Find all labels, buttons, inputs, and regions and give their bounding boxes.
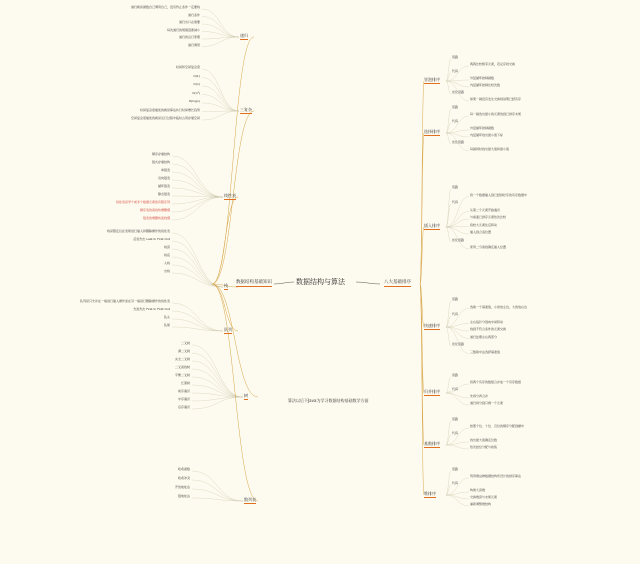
branch-left-title: 数据结构基础知识	[236, 280, 272, 285]
group-insertion-item: 使用二分查找确定插入位置	[470, 245, 507, 249]
group-stack-title: 栈	[224, 283, 228, 288]
link-line	[202, 95, 239, 112]
link-line	[446, 393, 469, 405]
link-line	[192, 377, 243, 397]
group-insertion-item: 将较大元素往后移动	[470, 222, 498, 227]
group-intro-item: 递归出口必须要	[178, 20, 200, 24]
group-quick-item: 选取一个基准值，小的放左边，大的放右边	[470, 304, 528, 309]
group-linear-title: 线性表	[224, 193, 236, 198]
group-insertion-item: 从第二个元素开始遍历	[470, 207, 501, 212]
group-quick-item: 三数取中法选择基准值	[470, 349, 501, 354]
group-insertion-item: 优化思路	[452, 237, 465, 242]
group-linear-item: 顺序存储结构	[151, 152, 170, 156]
link-line	[446, 327, 469, 339]
group-intro-item: 每次递归的规模逐渐减小	[166, 27, 200, 32]
link-line	[172, 327, 223, 331]
group-heap-item: 重新调整堆结构	[470, 502, 492, 506]
group-linear-item: 循环链表	[157, 184, 170, 188]
group-stack-item: 栈顶	[163, 245, 170, 249]
group-linear-item: 静态链表	[157, 192, 170, 196]
link-line	[446, 393, 469, 398]
link-line	[172, 303, 223, 331]
group-tree-item: 完全二叉树	[174, 357, 190, 361]
link-line	[192, 353, 243, 397]
group-merge-item: 思路	[452, 373, 459, 377]
group-merge-item: 代码	[452, 387, 459, 391]
group-tree-item: 前序遍历	[177, 389, 190, 393]
group-quick-item: 思路	[452, 297, 459, 301]
link-line	[446, 316, 451, 327]
link-line	[202, 17, 239, 38]
link-line	[446, 485, 451, 495]
link-line	[446, 227, 469, 228]
group-selection-title: 选择排序	[424, 129, 440, 134]
link-line	[212, 197, 238, 284]
group-merge-title: 归并排序	[424, 389, 440, 394]
group-tree-item: 中序遍历	[177, 397, 190, 401]
group-tree-item: 二叉查找树	[174, 365, 190, 369]
link-line	[446, 495, 469, 506]
group-radix-title: 基数排序	[424, 441, 440, 446]
group-quick-item: 左右指针分别向中间移动	[470, 319, 504, 324]
group-complexity-item: 空间复杂度描述的就是运行过程中临时占用存储空间	[130, 116, 200, 120]
link-line	[420, 284, 424, 393]
link-line	[172, 180, 223, 197]
link-line	[172, 196, 223, 197]
link-line	[446, 377, 451, 393]
group-bubble-item: 代码	[452, 69, 459, 73]
group-radix-item: 按照个位、十位、百位的顺序分配到桶中	[470, 424, 525, 428]
link-line	[172, 188, 223, 197]
group-radix-item: 思路	[452, 417, 459, 421]
link-line	[446, 435, 451, 445]
link-line	[172, 197, 223, 212]
group-quick-item: 递归处理左右两部分	[470, 334, 498, 339]
group-tree-item: 平衡二叉树	[174, 373, 190, 377]
link-line	[446, 80, 469, 81]
link-line	[202, 9, 239, 37]
group-quick-item: 找到不符合条件的元素交换	[470, 327, 507, 331]
group-tree-item: 二叉树	[180, 341, 190, 345]
group-linear-item: 链式存储结构	[151, 160, 170, 164]
group-complexity-item: 时间复杂度描述的就是算法执行时间增长趋势	[139, 107, 200, 112]
group-queue-item: 先进先出 First In First Out	[133, 307, 170, 311]
link-line	[192, 397, 243, 409]
group-complexity-item: 时间和空间复杂度	[175, 65, 200, 69]
link-line	[172, 249, 223, 287]
link-line	[446, 59, 451, 81]
link-line	[446, 123, 451, 133]
group-heap-item: 构建大顶堆	[470, 488, 486, 492]
group-linear-item: 单链表	[160, 168, 170, 172]
link-line	[446, 81, 451, 94]
link-line	[202, 103, 239, 111]
link-line	[192, 361, 243, 397]
group-stack-item: 后进先出 Last In First Out	[133, 237, 170, 241]
group-merge-item: 将两个有序的数组合并成一个有序数组	[470, 380, 522, 384]
group-heap-item: 交换堆顶与末尾元素	[470, 495, 498, 499]
link-line	[446, 421, 451, 445]
link-line	[446, 327, 451, 346]
group-radix-item: 找出最大值确定位数	[470, 438, 498, 442]
root-title: 数据结构与算法	[296, 278, 345, 286]
group-selection-item: 内层循环找出最小值下标	[470, 133, 504, 137]
group-selection-item: 每趟同时找出最大值和最小值	[470, 147, 510, 151]
group-linear-item: 线性表是零个或多个数据元素的有限序列	[115, 200, 170, 204]
link-line	[446, 130, 469, 133]
link-line	[446, 442, 469, 445]
link-line	[202, 37, 239, 47]
group-intro-item: 递归的运行原理	[178, 35, 200, 39]
group-heap-item: 思路	[452, 467, 459, 471]
group-queue-item: 队尾	[163, 323, 170, 327]
group-complexity-item: O(1)	[193, 73, 200, 78]
link-line	[274, 282, 294, 284]
link-line	[192, 393, 243, 397]
link-line	[446, 133, 469, 137]
group-radix-item: 依次按位分配与收集	[470, 445, 498, 449]
link-line	[172, 273, 223, 287]
group-bubble-item: 外层循环控制趟数	[470, 76, 495, 80]
group-bubble-item: 两两比较相邻元素，若反序则交换	[470, 62, 516, 66]
group-bubble-title: 冒泡排序	[424, 77, 440, 82]
link-line	[192, 489, 243, 501]
group-insertion-item: 与前面已排序元素依次比较	[470, 215, 507, 219]
group-stack-item: 出栈	[163, 269, 170, 273]
footer-note: 算法以后不Java为学习数据结构基础数学方面	[288, 398, 369, 403]
link-line	[446, 133, 451, 144]
link-line	[446, 227, 451, 242]
link-line	[446, 495, 469, 499]
link-line	[172, 164, 223, 197]
group-merge-item: 递归拆分到只剩一个元素	[470, 401, 504, 405]
link-line	[446, 471, 451, 495]
group-tree-title: 树	[244, 393, 248, 398]
group-tree-item: 满二叉树	[177, 349, 190, 353]
group-quick-title: 快速排序	[424, 323, 440, 328]
group-heap-item: 代码	[452, 481, 459, 485]
link-line	[446, 301, 451, 327]
link-line	[202, 86, 239, 111]
link-line	[172, 233, 223, 287]
link-line	[212, 37, 254, 284]
link-line	[202, 111, 239, 120]
link-line	[446, 445, 469, 449]
group-insertion-item: 代码	[452, 200, 459, 204]
link-line	[202, 32, 239, 38]
group-bubble-item: 思路	[452, 55, 459, 59]
group-stack-item: 栈是限定仅在表尾进行插入和删除操作的线性表	[106, 229, 170, 233]
link-line	[446, 327, 469, 331]
group-linear-item: 顺序表的查找快增删慢	[139, 208, 170, 212]
link-line	[420, 284, 424, 445]
link-line	[446, 212, 469, 228]
link-line	[446, 391, 451, 393]
group-intro-title: 递归	[240, 33, 248, 38]
link-line	[172, 319, 223, 331]
group-hash-item: 开放地址法	[174, 485, 190, 489]
group-complexity-item: O(n)	[193, 82, 200, 86]
group-tree-item: 红黑树	[180, 381, 190, 385]
group-insertion-item: 将一个数据插入到已经排好序的有序数据中	[470, 192, 528, 197]
link-line	[202, 111, 239, 112]
link-line	[172, 172, 223, 197]
group-queue-item: 队列是只允许在一端进行插入操作而在另一端进行删除操作的线性表	[79, 299, 170, 303]
group-heap-item: 利用堆这种数据结构所设计的排序算法	[470, 474, 522, 478]
link-line	[446, 227, 469, 234]
group-hash-title: 散列表	[244, 497, 256, 502]
group-insertion-title: 插入排序	[424, 223, 440, 228]
group-insertion-item: 插入到合适位置	[470, 230, 492, 234]
group-selection-item: 代码	[452, 119, 459, 123]
group-quick-item: 代码	[452, 312, 459, 316]
link-line	[192, 369, 243, 397]
link-line	[446, 189, 451, 227]
group-selection-item: 每一趟选出最小的元素放到已排序末尾	[470, 112, 522, 116]
group-selection-item: 思路	[452, 105, 459, 109]
link-line	[446, 324, 469, 328]
group-tree-item: 后序遍历	[177, 405, 190, 409]
group-queue-title: 队列	[224, 327, 232, 332]
link-line	[192, 480, 243, 501]
link-line	[420, 227, 424, 284]
link-line	[202, 37, 239, 39]
group-merge-item: 先拆分再合并	[470, 394, 489, 398]
link-line	[172, 265, 223, 287]
group-linear-item: 链表的增删快查找慢	[142, 216, 170, 220]
group-complexity-title: 三复杂	[240, 107, 252, 112]
link-line	[172, 156, 223, 197]
group-bubble-item: 如果一趟没有发生交换则说明已经有序	[470, 97, 522, 101]
link-line	[172, 311, 223, 331]
link-line	[202, 69, 239, 111]
group-hash-item: 链地址法	[177, 494, 190, 498]
link-line	[172, 197, 223, 204]
link-line	[202, 24, 239, 37]
group-queue-item: 队头	[163, 315, 170, 319]
link-line	[172, 241, 223, 287]
group-intro-item: 递归调用	[187, 42, 200, 47]
group-bubble-item: 优化思路	[452, 90, 465, 94]
link-line	[192, 345, 243, 397]
link-line	[356, 282, 380, 284]
group-intro-item: 递归就是函数自己调用自己，没有终止条件一定要栈	[130, 5, 200, 9]
link-line	[446, 327, 469, 354]
link-line	[202, 78, 239, 112]
group-selection-item: 优化思路	[452, 140, 465, 144]
group-complexity-item: O(n²)	[192, 90, 200, 95]
group-stack-item: 入栈	[163, 261, 170, 265]
link-line	[192, 385, 243, 397]
group-bubble-item: 内层循环控制比较次数	[470, 83, 501, 87]
group-intro-item: 递归条件	[187, 12, 200, 17]
link-line	[192, 397, 243, 401]
link-line	[446, 81, 469, 87]
group-insertion-item: 思路	[452, 185, 459, 189]
group-stack-item: 栈底	[163, 253, 170, 257]
group-linear-item: 双向链表	[157, 176, 170, 180]
link-line	[446, 73, 451, 81]
link-line	[212, 284, 258, 501]
link-line	[446, 109, 451, 133]
group-hash-item: 哈希函数	[177, 467, 190, 471]
link-line	[212, 284, 238, 331]
link-line	[420, 284, 424, 327]
link-line	[172, 197, 223, 220]
link-line	[420, 81, 424, 284]
group-hash-item: 哈希冲突	[177, 476, 190, 480]
link-line	[446, 204, 451, 227]
group-quick-item: 优化思路	[452, 342, 465, 346]
link-line	[192, 498, 243, 501]
link-line	[446, 492, 469, 495]
link-line	[192, 471, 243, 501]
link-line	[446, 219, 469, 227]
group-radix-item: 代码	[452, 431, 459, 435]
link-line	[420, 133, 424, 284]
link-line	[212, 284, 258, 397]
group-selection-item: 外层循环控制趟数	[470, 126, 495, 130]
group-heap-title: 堆排序	[424, 491, 436, 496]
group-complexity-item: O(logn)	[188, 99, 200, 103]
branch-right-title: 八大基础排序	[384, 280, 411, 285]
link-line	[172, 257, 223, 287]
